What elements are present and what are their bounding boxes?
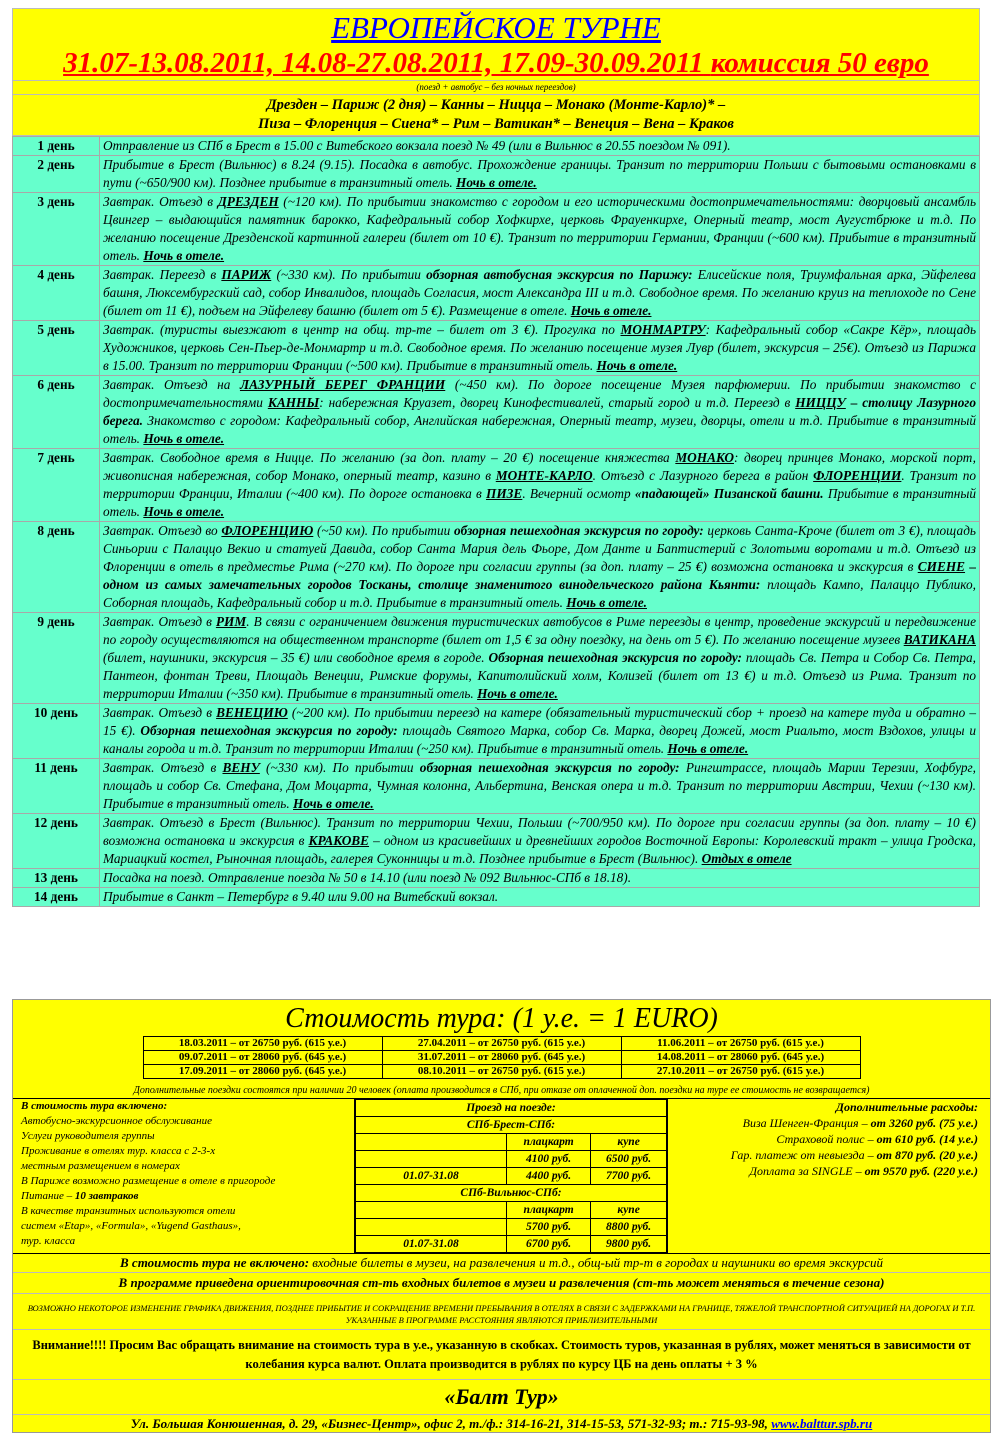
website-link[interactable]: www.balttur.spb.ru — [771, 1416, 873, 1431]
page-title: ЕВРОПЕЙСКОЕ ТУРНЕ — [331, 10, 661, 45]
train-prices — [355, 1099, 667, 1253]
col-platz: плацкарт — [507, 1202, 591, 1219]
included-meals — [21, 1189, 354, 1204]
text-segment: . Отъезд с Лазурного берега в район — [592, 468, 814, 483]
text-segment: (~50 км). По прибытии — [313, 523, 454, 538]
price-platz: 6700 руб. — [507, 1236, 591, 1253]
text-segment: (~120 км). По прибытии знакомство с городом и его историческими достопримечательностями: дворцовый ансамбль Цвингер – выдающийся памятник барокко, Кафедральный собор Хофкирхе, церковь Фрауенкирхе, Оперный театр, мост Аугустбрюке и т.д. По желанию посещение Дрезденской картинной галереи (билет от 10 €). Транзит по территории Германии, Франции (~600 км). Прибытие в транзитный отель. — [103, 194, 976, 263]
price-row — [143, 1065, 860, 1079]
empty-cell — [356, 1134, 507, 1151]
extra-costs — [667, 1099, 990, 1253]
extra-cost-label: Доплата за SINGLE – — [749, 1164, 865, 1178]
text-segment: Посадка на поезд. Отправление поезда № 50 в 14.10 (или поезд № 092 Вильнюс-СПб в 18.18). — [103, 870, 632, 885]
text-segment: площадь Кампо, Палаццо Публико, Соборная площадь, Кафедральный собор и т.д. Прибытие в транзитный отель. — [103, 577, 976, 610]
itinerary-row — [13, 869, 980, 888]
price-platz: 5700 руб. — [507, 1219, 591, 1236]
itinerary-row — [13, 137, 980, 156]
col-kupe: купе — [591, 1202, 667, 1219]
day-label: 12 день — [13, 814, 100, 869]
text-segment: Прибытие в транзитный отель. — [103, 486, 976, 519]
text-segment: Прибытие в Брест (Вильнюс) в 8.24 (9.15). Посадка в автобус. Прохождение границы. Транзит по территории Польши с бытовыми остановками в пути (~650/900 км). Позднее прибытие в транзитный отель. — [103, 157, 976, 190]
itinerary-row — [13, 376, 980, 449]
text-segment: Ночь в отеле. — [293, 796, 374, 811]
text-segment: Завтрак. Отъезд во — [103, 523, 222, 538]
day-description — [100, 759, 980, 814]
included-item: Автобусно-экскурсионное обслуживание — [21, 1115, 212, 1127]
included-item: Проживание в отелях тур. класса с 2-3-х — [21, 1145, 216, 1157]
text-segment: – столицу Лазурного берега. — [103, 395, 976, 428]
text-segment: . В связи с ограничением движения туристических автобусов в Риме переезды в центр, проведение экскурсий и передвижение по городу осуществляются на общественном транспорте (билет от 1,5 € за одну поездку, на день от 5 €). По желанию посещение музеев — [103, 614, 976, 647]
day-description — [100, 193, 980, 266]
route — [13, 94, 979, 135]
commission-text: комиссия 50 евро — [710, 47, 929, 79]
text-segment: Елисейские поля, Триумфальная арка, Эйфелева башня, Люксембургский сад, собор Инвалидов, площадь Согласия, мост Александра III и т.д. Свободное время. По желанию круиз на теплоходе по Сене (билет от 11 €), подъем на Эйфелеву башню (билет от 5 €). Размещение в отеле. — [103, 267, 977, 318]
period: 01.07-31.08 — [356, 1236, 507, 1253]
train-heading: Проезд на поезде: — [356, 1100, 667, 1117]
included-list — [13, 1099, 355, 1253]
text-segment: ФЛОРЕНЦИИ — [813, 468, 902, 483]
text-segment: . Вечерний осмотр — [522, 486, 635, 501]
text-segment: (~330 км). По прибытии — [271, 267, 427, 282]
price-kupe: 6500 руб. — [591, 1151, 667, 1168]
pricing-section — [12, 999, 991, 1433]
train-route-brest: СПб-Брест-СПб: — [356, 1117, 667, 1134]
transport-subtitle: (поезд + автобус – без ночных переездов) — [13, 80, 979, 94]
text-segment: церковь Санта-Кроче (билет от 3 €), площадь Синьории с Палаццо Векио и статуей Давида, собор Санта Мария дель Фьоре, Дом Данте и Баптистерий с Золотыми воротами и т.д. Отъезд из Флоренции в отель в предместье Рима (~270 км). По дороге при согласии группы (за доп. плату – 25 €) возможна остановка и экскурсия в — [103, 523, 976, 574]
day-label: 8 день — [13, 522, 100, 613]
text-segment: обзорная пешеходная экскурсия по городу: — [453, 523, 704, 538]
price-kupe: 9800 руб. — [591, 1236, 667, 1253]
day-label: 7 день — [13, 449, 100, 522]
text-segment: . Транзит по территории Франции, Италии (~400 км). По дороге остановка в — [103, 468, 976, 501]
text-segment: ВЕНУ — [222, 760, 260, 775]
included-item: В Париже возможно размещение в отеле в пригороде — [21, 1175, 276, 1187]
day-label: 5 день — [13, 321, 100, 376]
program-note: В программе приведена ориентировочная ст-ть входных билетов в музеи и развлечения (ст-ть может меняться в течение сезона) — [13, 1273, 990, 1294]
text-segment: ВАТИКАНА — [903, 632, 976, 647]
train-route-vilnius: СПб-Вильнюс-СПб: — [356, 1185, 667, 1202]
extra-cost-item — [668, 1163, 978, 1179]
text-segment: ДРЕЗДЕН — [217, 194, 279, 209]
empty-cell — [356, 1202, 507, 1219]
extra-cost-item — [668, 1147, 978, 1163]
day-label: 1 день — [13, 137, 100, 156]
text-segment: Завтрак. Отъезд в Брест (Вильнюс). Транзит по территории Чехии, Польши (~700/950 км). По дороге при согласии группы (за доп. плату – 10 €) возможна остановка и экскурсия в — [103, 815, 976, 848]
period — [356, 1151, 507, 1168]
itinerary-row — [13, 759, 980, 814]
day-label: 11 день — [13, 759, 100, 814]
day-label: 3 день — [13, 193, 100, 266]
text-segment: Обзорная пешеходная экскурсия по городу: — [488, 650, 742, 665]
price-kupe: 8800 руб. — [591, 1219, 667, 1236]
day-description — [100, 869, 980, 888]
train-table — [355, 1099, 667, 1253]
text-segment: ПИЗЕ — [485, 486, 523, 501]
text-segment: Завтрак. Переезд в — [103, 267, 222, 282]
text-segment: МОНТЕ-КАРЛО — [495, 468, 593, 483]
extra-cost-label: Гар. платеж от невыезда – — [730, 1148, 877, 1162]
extra-cost-value: от 9570 руб. (220 у.е.) — [864, 1164, 978, 1178]
tour-document — [12, 8, 980, 907]
extra-cost-item — [668, 1131, 978, 1147]
day-description — [100, 321, 980, 376]
text-segment: Ночь в отеле. — [477, 686, 558, 701]
dates-text: 31.07-13.08.2011, 14.08-27.08.2011, 17.09-30.09.2011 — [63, 47, 704, 79]
text-segment: Рингштрассе, площадь Марии Терезии, Хофбург, площадь и собор Св. Стефана, Дом Моцарта, Чумная колонна, Альбертина, Венская опера и т.д. Транзит по территории Австрии, Чехии (~130 км). Прибытие в транзитный отель. — [103, 760, 976, 811]
text-segment: Завтрак. (туристы выезжают в центр на общ. тр-те – билет от 3 €). Прогулка по — [103, 322, 621, 337]
text-segment: ВЕНЕЦИЮ — [216, 705, 288, 720]
price-cell: 27.10.2011 – от 26750 руб. (615 у.е.) — [621, 1065, 860, 1079]
text-segment: НИЦЦУ — [795, 395, 846, 410]
text-segment: Обзорная пешеходная экскурсия по городу: — [140, 723, 398, 738]
day-description — [100, 888, 980, 907]
text-segment: площадь Св. Петра и Собор Св. Петра, Пантеон, фонтан Треви, Площадь Венеции, Римские форумы, Капитолийский холм, Колизей (билет от 13 €) и т.д. Отъезд из Рима. Транзит по территории Италии (~350 км). Прибытие в транзитный отель. — [103, 650, 976, 701]
itinerary-row — [13, 449, 980, 522]
itinerary-row — [13, 266, 980, 321]
text-segment: обзорная автобусная экскурсия по Парижу: — [426, 267, 693, 282]
route-line-2: Пиза – Флоренция – Сиена* – Рим – Ватикан* – Венеция – Вена – Краков — [258, 116, 734, 132]
included-item: тур. класса — [21, 1235, 76, 1247]
itinerary-row — [13, 193, 980, 266]
text-segment: ПАРИЖ — [221, 267, 272, 282]
company-address — [13, 1415, 990, 1432]
text-segment: Ночь в отеле. — [143, 431, 225, 446]
price-platz: 4400 руб. — [507, 1168, 591, 1185]
text-segment: Ночь в отеле. — [596, 358, 678, 373]
price-row — [143, 1051, 860, 1065]
text-segment: Завтрак. Отъезд в — [103, 194, 218, 209]
day-label: 14 день — [13, 888, 100, 907]
text-segment: Ночь в отеле. — [456, 175, 537, 190]
extra-heading: Дополнительные расходы: — [835, 1100, 978, 1114]
price-cell: 09.07.2011 – от 28060 руб. (645 у.е.) — [143, 1051, 382, 1065]
details-row — [13, 1098, 990, 1254]
schedule-warning: ВОЗМОЖНО НЕКОТОРОЕ ИЗМЕНЕНИЕ ГРАФИКА ДВИЖЕНИЯ, ПОЗДНЕЕ ПРИБЫТИЕ И СОКРАЩЕНИЕ ВРЕМЕНИ ПРЕБЫВАНИЯ В ОТЕЛЯХ В СВЯЗИ С ЗАДЕРЖКАМИ НА ГРАНИЦЕ, ТЯЖЕЛОЙ ТРАНСПОРТНОЙ СИТУАЦИЕЙ НА ДОРОГАХ И Т.П. УКАЗАННЫЕ В ПРОГРАММЕ РАССТОЯНИЯ ЯВЛЯЮТСЯ ПРИБЛИЗИТЕЛЬНЫМИ — [13, 1294, 990, 1330]
text-segment: МОНАКО — [675, 450, 734, 465]
itinerary-row — [13, 888, 980, 907]
tour-header — [12, 8, 980, 136]
not-included — [13, 1254, 990, 1273]
pricing-title: Стоимость тура: (1 у.е. = 1 EURO) — [285, 1003, 718, 1034]
company-name: «Балт Тур» — [13, 1380, 990, 1415]
address-text: Ул. Большая Конюшенная, д. 29, «Бизнес-Центр», офис 2, т./ф.: 314-16-21, 314-15-53, 571-32-93; т.: 715-93-98, — [130, 1416, 772, 1431]
price-cell: 27.04.2011 – от 26750 руб. (615 у.е.) — [382, 1037, 621, 1051]
price-platz: 4100 руб. — [507, 1151, 591, 1168]
meals-label: Питание – — [21, 1190, 75, 1202]
day-description — [100, 137, 980, 156]
price-kupe: 7700 руб. — [591, 1168, 667, 1185]
itinerary-row — [13, 814, 980, 869]
extra-cost-value: от 3260 руб. (75 у.е.) — [870, 1116, 978, 1130]
text-segment: : дворец принцев Монако, морской порт, живописная набережная, собор Монако, оперный театр, казино в — [103, 450, 976, 483]
itinerary-table — [12, 136, 980, 907]
day-label: 4 день — [13, 266, 100, 321]
text-segment: ФЛОРЕНЦИЮ — [221, 523, 314, 538]
text-segment: МОНМАРТРУ — [620, 322, 706, 337]
included-item: местным размещением в номерах — [21, 1160, 180, 1172]
itinerary-row — [13, 522, 980, 613]
included-heading: В стоимость тура включено: — [21, 1100, 168, 1112]
day-description — [100, 613, 980, 704]
text-segment: Завтрак. Свободное время в Ницце. По желанию (за доп. плату – 20 €) посещение княжества — [103, 450, 676, 465]
col-platz: плацкарт — [507, 1134, 591, 1151]
price-table — [143, 1036, 861, 1079]
day-label: 9 день — [13, 613, 100, 704]
text-segment: Завтрак. Отъезд в — [103, 760, 223, 775]
attention-note: Внимание!!!! Просим Вас обращать внимание на стоимость тура в у.е., указанную в скобках. Стоимость туров, указанная в рублях, может меняться в зависимости от колебания курса валют. Оплата производится в рублях по курсу ЦБ на день оплаты + 3 % — [13, 1330, 990, 1380]
text-segment: Ночь в отеле. — [566, 595, 647, 610]
text-segment: РИМ — [215, 614, 247, 629]
meals-value: 10 завтраков — [74, 1190, 139, 1202]
price-row — [143, 1037, 860, 1051]
text-segment: Завтрак. Отъезд в — [103, 614, 216, 629]
day-label: 13 день — [13, 869, 100, 888]
text-segment: Знакомство с городом: Кафедральный собор, Английская набережная, Оперный театр, музеи, дворцы, отели и т.д. Прибытие в транзитный отель. — [103, 413, 976, 446]
text-segment: (~200 км). По прибытии переезд на катере (обязательный туристический сбор + проезд на катере туда и обратно – 15 €). — [103, 705, 977, 738]
text-segment: – одном из самых замечательных городов Тосканы, столице знаменитого винодельческого района Кьянти: — [103, 559, 976, 592]
day-description — [100, 814, 980, 869]
text-segment: Прибытие в Санкт – Петербург в 9.40 или 9.00 на Витебский вокзал. — [103, 889, 499, 904]
route-line-1: Дрезден – Париж (2 дня) – Канны – Ницца – Монако (Монте-Карло)* – — [266, 97, 726, 113]
itinerary-row — [13, 704, 980, 759]
extra-cost-label: Страховой полис – — [776, 1132, 877, 1146]
not-included-label: В стоимость тура не включено: — [120, 1255, 310, 1270]
extra-cost-value: от 610 руб. (14 у.е.) — [876, 1132, 978, 1146]
day-label: 2 день — [13, 156, 100, 193]
included-item: Услуги руководителя группы — [21, 1130, 155, 1142]
text-segment: Ночь в отеле. — [667, 741, 749, 756]
day-description — [100, 376, 980, 449]
day-description — [100, 156, 980, 193]
text-segment: КАННЫ — [267, 395, 320, 410]
day-label: 10 день — [13, 704, 100, 759]
tour-dates — [13, 46, 979, 80]
text-segment: : Кафедральный собор «Сакре Кёр», площадь Художников, церковь Сен-Пьер-де-Монмартр и т.д. Свободное время. По желанию посещение музея Лувр (билет, экскурсия – 25€). Отъезд из Парижа в 15.00. Транзит по территории Франции (~500 км). Прибытие в транзитный отель. — [103, 322, 976, 373]
price-cell: 17.09.2011 – от 28060 руб. (645 у.е.) — [143, 1065, 382, 1079]
extra-trips-note: Дополнительные поездки состоятся при наличии 20 человек (оплата производится в СПб, при отказе от оплаченной доп. поездки на туре ее стоимость не возвращается) — [133, 1085, 870, 1096]
itinerary-row — [13, 156, 980, 193]
extra-cost-item — [668, 1115, 978, 1131]
text-segment: (~330 км). По прибытии — [259, 760, 420, 775]
text-segment: Ночь в отеле. — [143, 248, 225, 263]
price-cell: 18.03.2011 – от 26750 руб. (615 у.е.) — [143, 1037, 382, 1051]
itinerary-row — [13, 613, 980, 704]
day-description — [100, 449, 980, 522]
text-segment: ЛАЗУРНЫЙ БЕРЕГ ФРАНЦИИ — [239, 377, 446, 392]
not-included-text: входные билеты в музеи, на развлечения и т.д., общ-ый тр-т в городах и наушники во время экскурсий — [309, 1255, 883, 1270]
text-segment: Завтрак. Отъезд в — [103, 705, 217, 720]
price-cell: 11.06.2011 – от 26750 руб. (615 у.е.) — [621, 1037, 860, 1051]
itinerary-row — [13, 321, 980, 376]
day-description — [100, 522, 980, 613]
day-description — [100, 704, 980, 759]
extra-cost-value: от 870 руб. (20 у.е.) — [876, 1148, 978, 1162]
text-segment: «падающей» Пизанской башни. — [634, 486, 824, 501]
price-cell: 08.10.2011 – от 26750 руб. (615 у.е.) — [382, 1065, 621, 1079]
text-segment: Отдых в отеле — [701, 851, 792, 866]
text-segment: (билет, наушники, экскурсия – 35 €) или свободное время в городе. — [103, 650, 489, 665]
col-kupe: купе — [591, 1134, 667, 1151]
text-segment: СИЕНЕ — [917, 559, 966, 574]
text-segment: площадь Святого Марка, собор Св. Марка, дворец Дожей, мост Риальто, мост Вздохов, улицы и каналы города и т.д. Транзит по территории Италии (~250 км). Прибытие в транзитный отель. — [103, 723, 976, 756]
text-segment: (~450 км). По дороге посещение Музея парфюмерии. По прибытии знакомство с достопримечательностями — [103, 377, 976, 410]
extra-cost-label: Виза Шенген-Франция – — [742, 1116, 871, 1130]
price-cell: 14.08.2011 – от 28060 руб. (645 у.е.) — [621, 1051, 860, 1065]
included-item: систем «Etap», «Formula», «Yugend Gasthaus», — [21, 1220, 241, 1232]
text-segment: : набережная Круазет, дворец Кинофестивалей, старый город и т.д. Переезд в — [319, 395, 796, 410]
day-label: 6 день — [13, 376, 100, 449]
period — [356, 1219, 507, 1236]
text-segment: Ночь в отеле. — [143, 504, 225, 519]
day-description — [100, 266, 980, 321]
text-segment: Ночь в отеле. — [570, 303, 652, 318]
text-segment: обзорная пешеходная экскурсия по городу: — [419, 760, 680, 775]
included-item: В качестве транзитных используются отели — [21, 1205, 236, 1217]
period: 01.07-31.08 — [356, 1168, 507, 1185]
text-segment: КРАКОВЕ — [308, 833, 370, 848]
text-segment: – одном из красивейших и древнейших городов Восточной Европы: Королевский тракт – улица Гродска, Мариацкий костел, Рыночная площадь, галерея Суконницы и т.д. Позднее прибытие в Брест (Вильнюс). — [103, 833, 976, 866]
text-segment: Завтрак. Отъезд на — [103, 377, 240, 392]
text-segment: Отправление из СПб в Брест в 15.00 с Витебского вокзала поезд № 49 (или в Вильнюс в 20.55 поездом № 091). — [103, 138, 731, 153]
price-cell: 31.07.2011 – от 28060 руб. (645 у.е.) — [382, 1051, 621, 1065]
